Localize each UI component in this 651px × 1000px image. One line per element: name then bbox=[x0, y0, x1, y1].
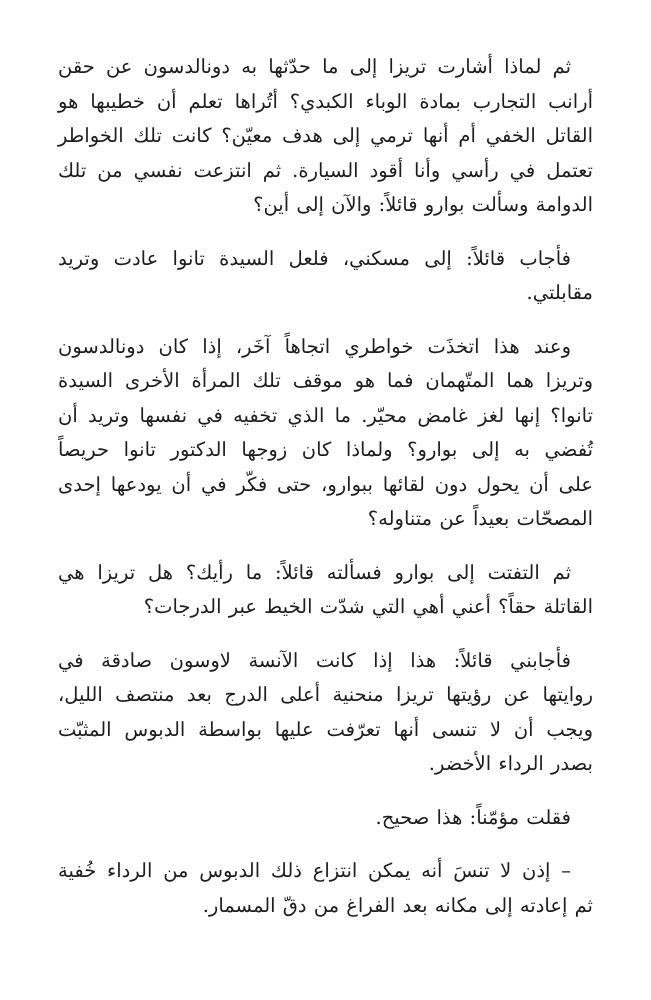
text-line: فقلت مؤمّناً: هذا صحيح. bbox=[375, 805, 571, 829]
text-line: وعند هذا اتخذَت خواطري اتجاهاً آخَر، إذا كان دونالدسون bbox=[58, 334, 571, 358]
text-line: أرانب التجارب بمادة الوباء الكبدي؟ أتُراها تعلم أن خطيبها هو bbox=[58, 89, 593, 113]
text-line: الدوامة وسألت بوارو قائلاً: والآن إلى أين؟ bbox=[253, 193, 593, 216]
text-line: فأجاب قائلاً: إلى مسكني، فلعل السيدة تانوا عادت وتريد bbox=[58, 246, 571, 270]
text-line: تانوا؟ إنها لغز غامض محيّر. ما الذي تخفيه في نفسها وتريد أن bbox=[58, 403, 593, 427]
text-line: ثم التفتت إلى بوارو فسألته قائلاً: ما رأيك؟ هل تريزا هي bbox=[58, 560, 571, 584]
paragraph-4 bbox=[58, 556, 593, 625]
text-line: بصدر الرداء الأخضر. bbox=[428, 752, 593, 775]
text-line: القاتل الخفي أم أنها ترمي إلى هدف معيّن؟ كانت تلك الخواطر bbox=[58, 124, 593, 147]
text-line: – إذن لا تنسَ أنه يمكن انتزاع ذلك الدبوس من الرداء خُفية bbox=[58, 859, 571, 882]
text-line: روايتها عن رؤيتها تريزا منحنية أعلى الدرج بعد منتصف الليل، bbox=[58, 683, 593, 706]
paragraph-1 bbox=[58, 50, 593, 223]
paragraph-7 bbox=[58, 854, 593, 923]
paragraph-6 bbox=[58, 801, 593, 836]
text-line: تعتمل في رأسي وأنا أقود السيارة. ثم انتزعت نفسي من تلك bbox=[58, 158, 593, 182]
text-line: ثم لماذا أشارت تريزا إلى ما حدّثها به دونالدسون عن حقن bbox=[58, 55, 571, 78]
text-line: مقابلتي. bbox=[526, 281, 593, 304]
text-line: القاتلة حقاً؟ أعني أهي التي شدّت الخيط عبر الدرجات؟ bbox=[143, 595, 593, 618]
text-line: فأجابني قائلاً: هذا إذا كانت الآنسة لاوسون صادقة في bbox=[58, 648, 571, 672]
text-line: ثم إعادته إلى مكانه بعد الفراغ من دقّ المسمار. bbox=[202, 893, 593, 917]
text-line: وتريزا هما المتّهمان فما هو موقف تلك المرأة الأخرى السيدة bbox=[58, 369, 593, 392]
paragraph-3 bbox=[58, 330, 593, 537]
text-line: المصحّات بعيداً عن متناوله؟ bbox=[367, 507, 593, 530]
text-line: ويجب أن لا تنسى أنها تعرّفت عليها بواسطة الدبوس المثبّت bbox=[58, 717, 593, 741]
text-line: على أن يحول دون لقائها ببوارو، حتى فكّر في أن يودعها إحدى bbox=[58, 472, 593, 496]
paragraph-5 bbox=[58, 644, 593, 782]
text-line: تُفضي به إلى بوارو؟ ولماذا كان زوجها الدكتور تانوا حريصاً bbox=[58, 438, 593, 461]
paragraph-2 bbox=[58, 242, 593, 311]
